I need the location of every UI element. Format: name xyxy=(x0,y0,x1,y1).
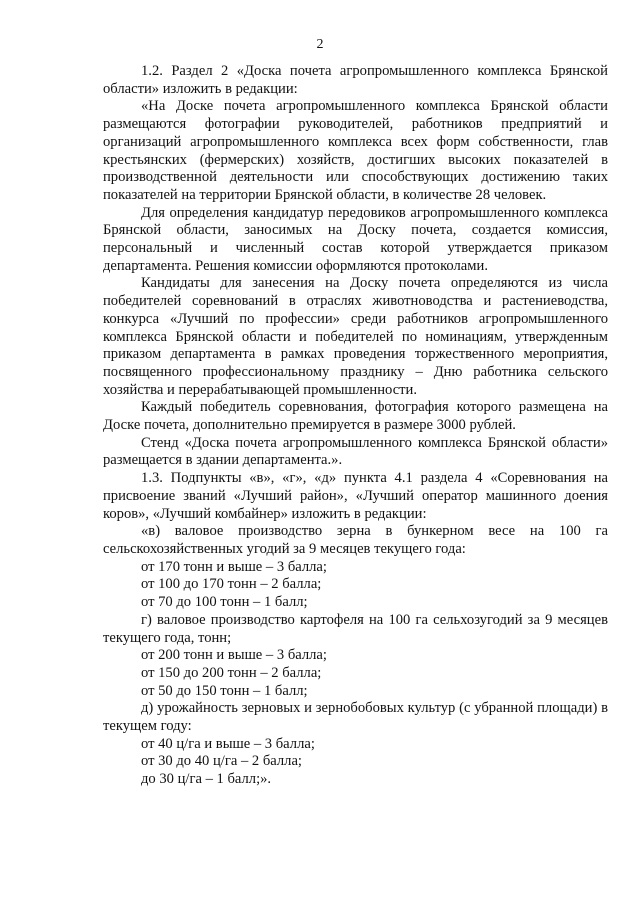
document-body xyxy=(103,63,608,789)
paragraph-section-1-3: 1.3. Подпункты «в», «г», «д» пункта 4.1 раздела 4 «Соревнования на присвоение званий «Лучший район», «Лучший оператор машинного доения коров», «Лучший комбайнер» изложить в редакции: xyxy=(103,470,608,522)
list-item: от 70 до 100 тонн – 1 балл; xyxy=(141,594,308,611)
list-item: от 50 до 150 тонн – 1 балл; xyxy=(141,682,308,699)
paragraph-subitem-v: «в) валовое производство зерна в бункерном весе на 100 га сельскохозяйственных угодий за 9 месяцев текущего года: xyxy=(103,523,608,557)
paragraph-subitem-d: д) урожайность зерновых и зернобобовых культур (с убранной площади) в текущем году: xyxy=(103,700,608,735)
list-item: до 30 ц/га – 1 балл;». xyxy=(141,771,272,788)
paragraph-candidates: Кандидаты для занесения на Доску почета определяются из числа победителей соревнований в отраслях животноводства и растениеводства, конкурса «Лучший по профессии» среди работников агропромышленного комплекса Брянской области и победителей по номинациям, утвержденным приказом департамента в рамках проведения торжественного мероприятия, посвященного профессиональному празднику – Дню работника сельского хозяйства и перерабатывающей промышленности. xyxy=(103,275,608,398)
list-item: от 40 ц/га и выше – 3 балла; xyxy=(141,735,315,752)
list-item: от 150 до 200 тонн – 2 балла; xyxy=(141,664,322,681)
list-item: от 170 тонн и выше – 3 балла; xyxy=(141,558,327,575)
list-item: от 200 тонн и выше – 3 балла; xyxy=(141,647,327,664)
list-item: от 30 до 40 ц/га – 2 балла; xyxy=(141,753,302,770)
paragraph-stand: Стенд «Доска почета агропромышленного комплекса Брянской области» размещается в здании департамента.». xyxy=(103,434,608,469)
paragraph-subitem-g: г) валовое производство картофеля на 100 га сельхозугодий за 9 месяцев текущего года, тонн; xyxy=(103,611,608,646)
paragraph-commission: Для определения кандидатур передовиков агропромышленного комплекса Брянской области, заносимых на Доску почета, создается комиссия, персональный и численный состав которой утверждается приказом департамента. Решения комиссии оформляются протоколами. xyxy=(103,204,608,274)
paragraph-section-1-2: 1.2. Раздел 2 «Доска почета агропромышленного комплекса Брянской области» изложить в редакции: xyxy=(103,63,608,97)
list-item: от 100 до 170 тонн – 2 балла; xyxy=(141,576,322,593)
page-number: 2 xyxy=(316,37,324,52)
paragraph-bonus: Каждый победитель соревнования, фотография которого размещена на Доске почета, дополнительно премируется в размере 3000 рублей. xyxy=(103,399,608,434)
paragraph-honor-board-photos: «На Доске почета агропромышленного комплекса Брянской области размещаются фотографии руководителей, работников предприятий и организаций агропромышленного комплекса всех форм собственности, глав крестьянских (фермерских) хозяйств, достигших высоких показателей в производственной деятельности или способствующих достижению таких показателей на территории Брянской области, в количестве 28 человек. xyxy=(103,98,608,203)
